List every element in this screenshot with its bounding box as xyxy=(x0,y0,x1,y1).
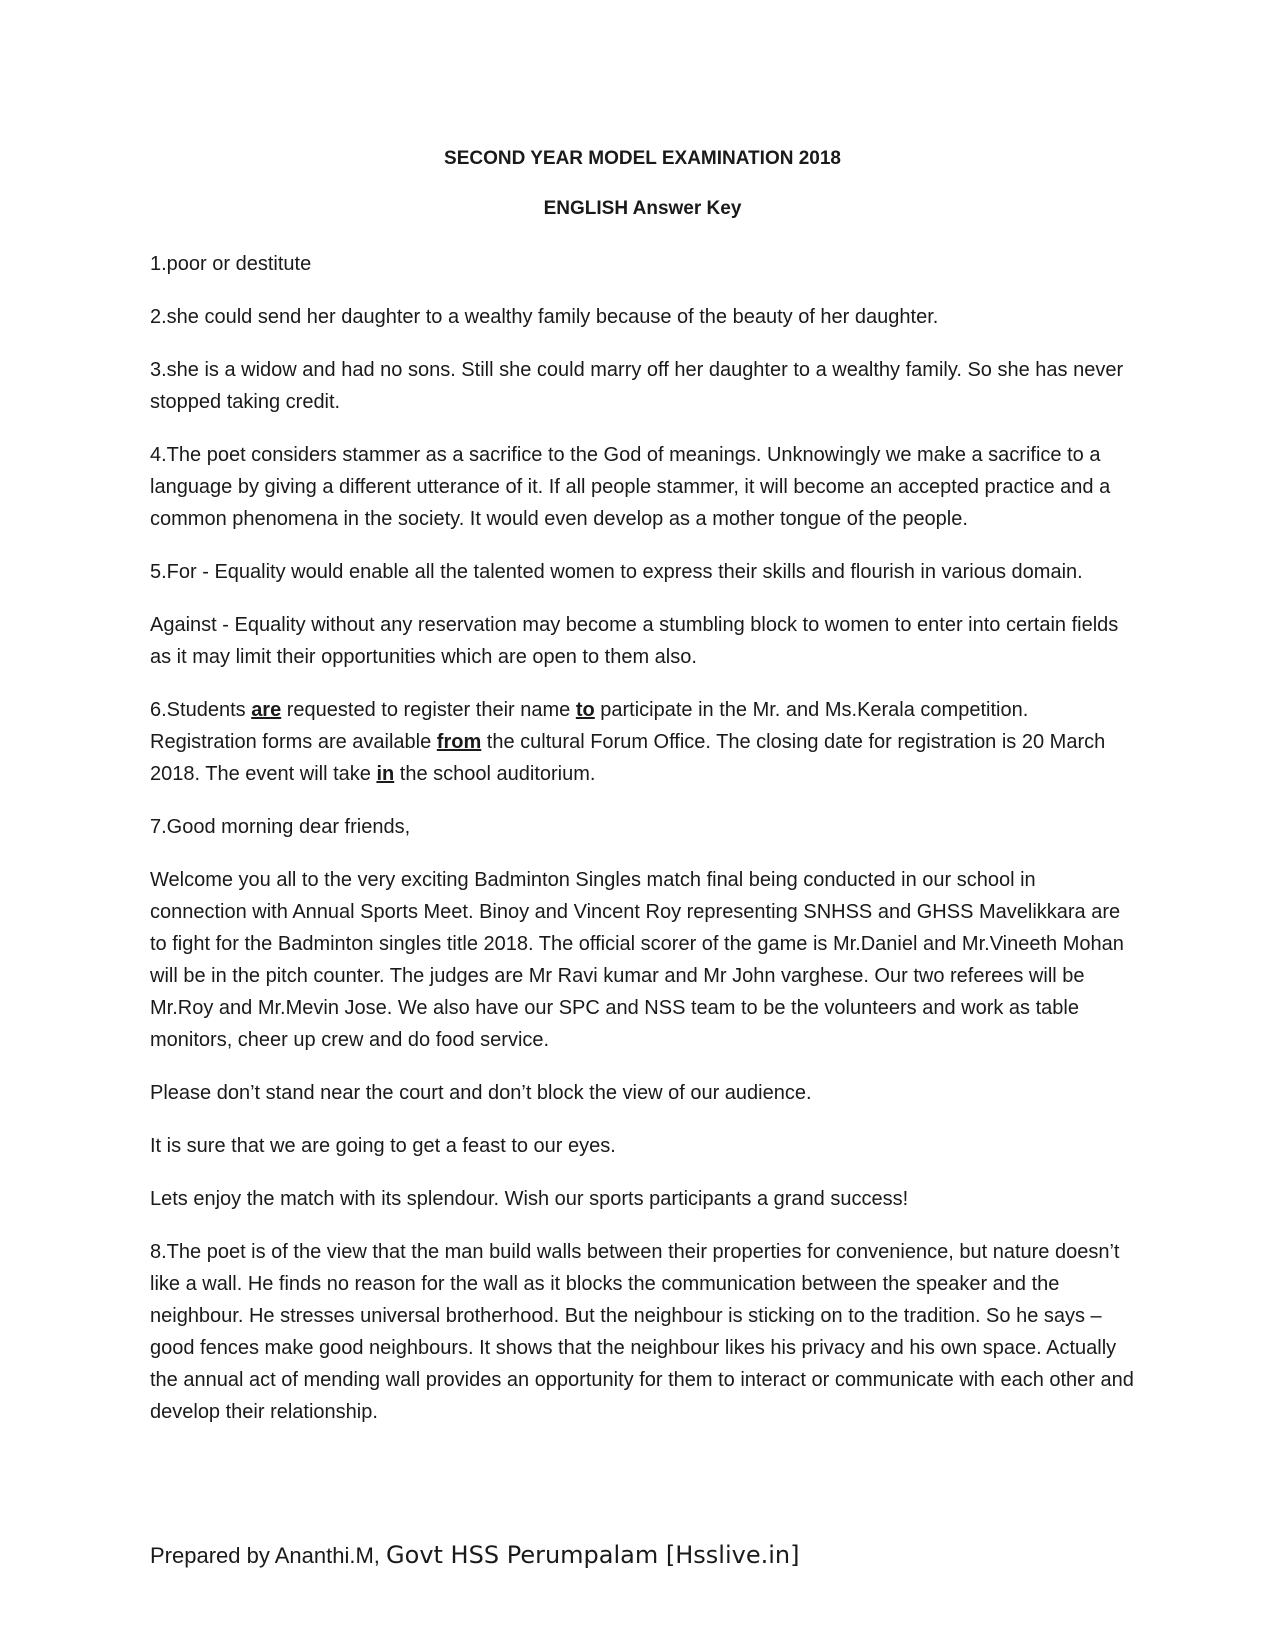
answer-7-line-4: Lets enjoy the match with its splendour. Wish our sports participants a grand success! xyxy=(150,1188,909,1210)
answer-4: 4.The poet considers stammer as a sacrifice to the God of meanings. Unknowingly we make a sacrifice to a language by giving a different utterance of it. If all people stammer, it will become an accepted practice and a common phenomena in the society. It would even develop as a mother tongue of the people. xyxy=(150,444,1111,530)
answer-6-word-4: in xyxy=(376,763,395,785)
answer-6 xyxy=(150,694,1135,790)
answer-7-line-3: It is sure that we are going to get a feast to our eyes. xyxy=(150,1135,616,1157)
answer-6-text-1: 6.Students xyxy=(150,699,252,721)
answer-7-body: Welcome you all to the very exciting Badminton Singles match final being conducted in our school in connection with Annual Sports Meet. Binoy and Vincent Roy representing SNHSS and GHSS Mavelikkara are to fight for the Badminton singles title 2018. The official scorer of the game is Mr.Daniel and Mr.Vineeth Mohan will be in the pitch counter. The judges are Mr Ravi kumar and Mr John varghese. Our two referees will be Mr.Roy and Mr.Mevin Jose. We also have our SPC and NSS team to be the volunteers and work as table monitors, cheer up crew and do food service. xyxy=(150,869,1124,1051)
answer-key-page xyxy=(150,148,1135,1449)
answer-7-greeting: 7.Good morning dear friends, xyxy=(150,816,411,838)
answer-6-word-1: are xyxy=(251,699,282,721)
answer-6-word-3: from xyxy=(436,731,482,753)
document-title: SECOND YEAR MODEL EXAMINATION 2018 xyxy=(444,148,841,169)
answer-2: 2.she could send her daughter to a wealthy family because of the beauty of her daughter. xyxy=(150,306,939,328)
answer-7-line-2: Please don’t stand near the court and don’t block the view of our audience. xyxy=(150,1082,812,1104)
answer-5-against: Against - Equality without any reservation may become a stumbling block to women to enter into certain fields as it may limit their opportunities which are open to them also. xyxy=(150,614,1119,668)
answer-6-text-3: participate in the Mr. and Ms.Kerala competition. Registration forms are available xyxy=(150,699,1029,753)
footer-school: Govt HSS Perumpalam [Hsslive.in] xyxy=(386,1541,800,1569)
document-subtitle: ENGLISH Answer Key xyxy=(543,198,742,219)
answer-8: 8.The poet is of the view that the man build walls between their properties for convenience, but nature doesn’t like a wall. He finds no reason for the wall as it blocks the communication between the speaker and the neighbour. He stresses universal brotherhood. But the neighbour is sticking on to the tradition. So he says – good fences make good neighbours. It shows that the neighbour likes his privacy and his own space. Actually the annual act of mending wall provides an opportunity for them to interact or communicate with each other and develop their relationship. xyxy=(150,1241,1134,1423)
answer-3: 3.she is a widow and had no sons. Still she could marry off her daughter to a wealthy family. So she has never stopped taking credit. xyxy=(150,359,1124,413)
answer-5-for: 5.For - Equality would enable all the talented women to express their skills and flourish in various domain. xyxy=(150,561,1083,583)
footer-prepared-by: Prepared by Ananthi.M, xyxy=(150,1543,387,1568)
answer-6-text-2: requested to register their name xyxy=(281,699,576,721)
answer-1: 1.poor or destitute xyxy=(150,253,312,275)
answer-6-text-5: the school auditorium. xyxy=(394,763,596,785)
answer-6-text-4: the cultural Forum Office. The closing date for registration is 20 March 2018. The event will take xyxy=(150,731,1106,785)
footer-credit xyxy=(150,1540,799,1571)
answer-6-word-2: to xyxy=(575,699,595,721)
